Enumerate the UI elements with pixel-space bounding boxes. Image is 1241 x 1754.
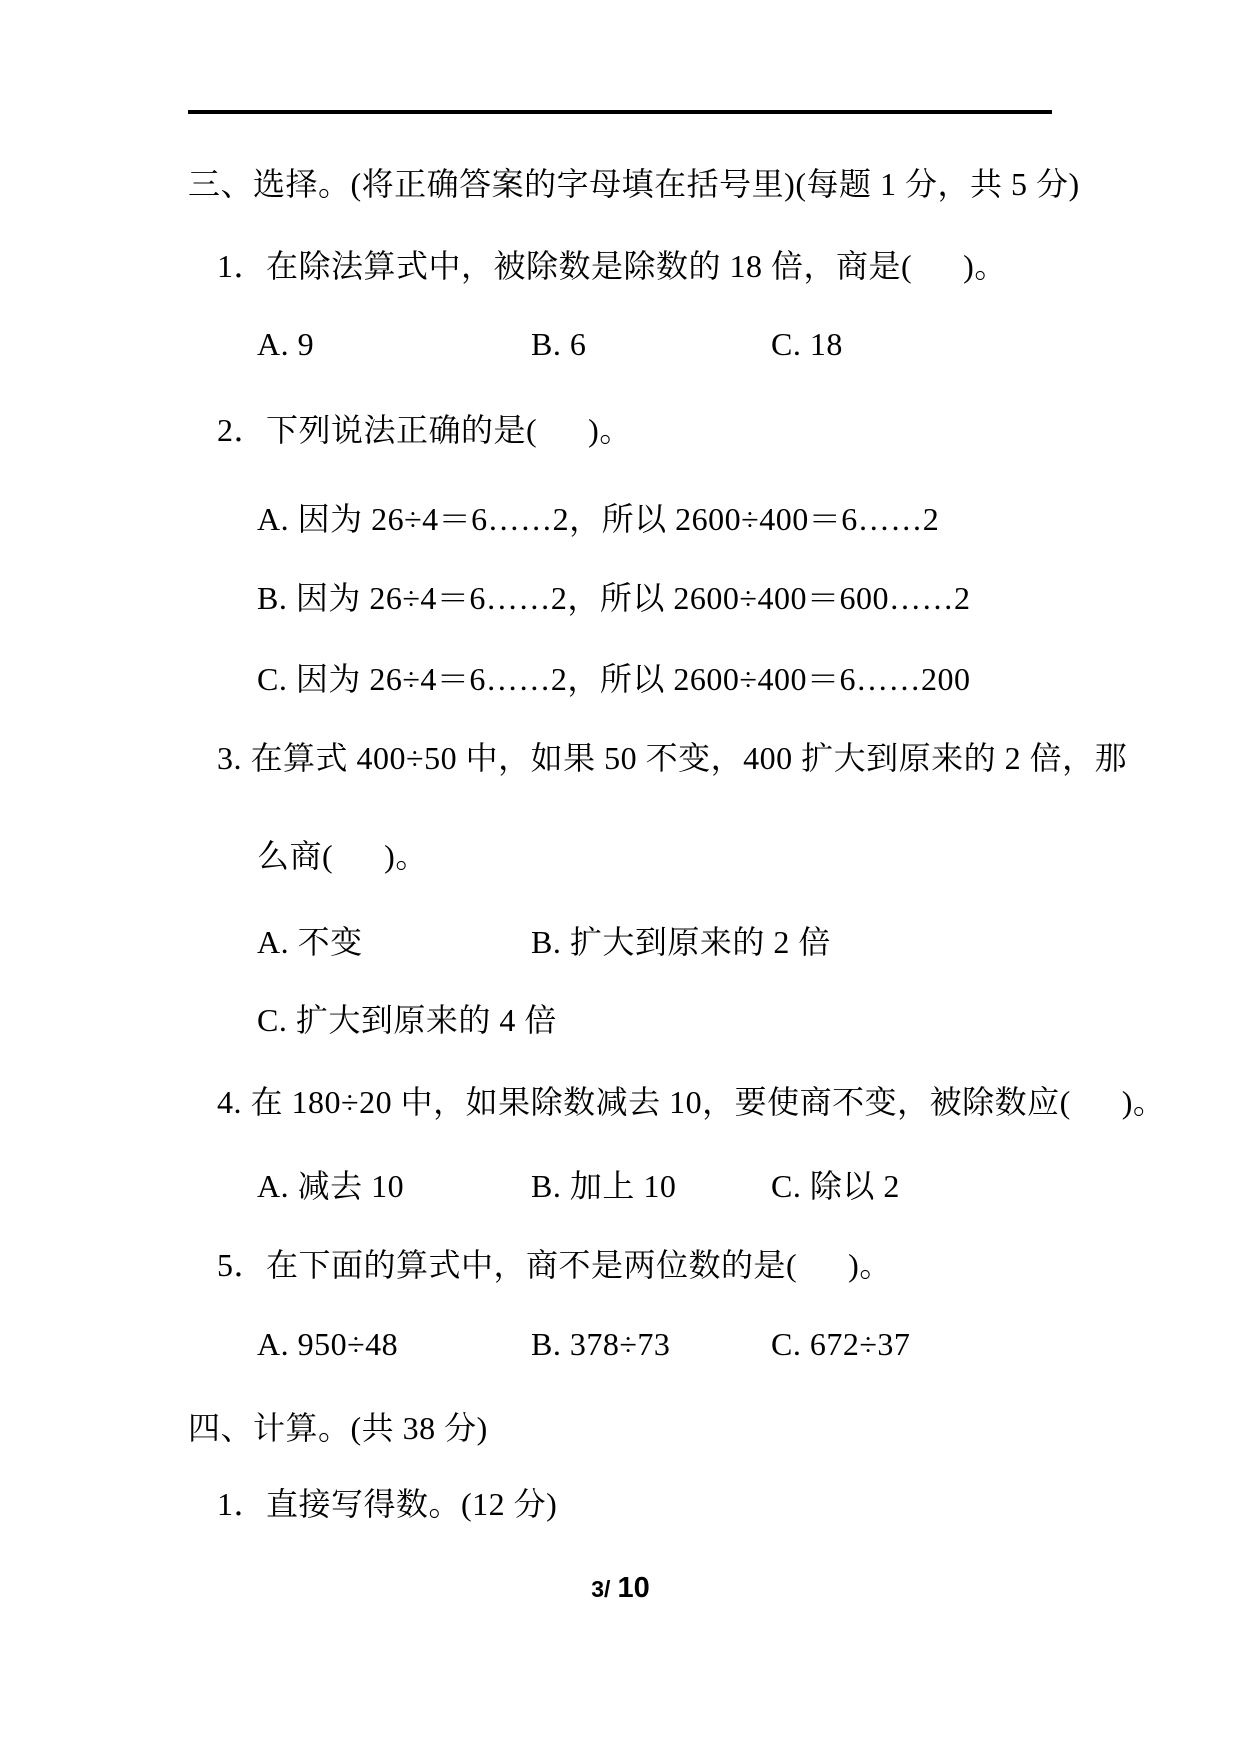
section-choice-heading: 三、选择。(将正确答案的字母填在括号里)(每题 1 分，共 5 分) (188, 166, 1080, 202)
question-3-option-a: A. 不变 (257, 924, 363, 960)
question-5-option-a: A. 950÷48 (257, 1326, 399, 1362)
question-4-option-a: A. 减去 10 (257, 1168, 405, 1204)
section-calc-heading: 四、计算。(共 38 分) (188, 1410, 488, 1446)
question-1-option-a: A. 9 (257, 326, 315, 362)
question-4-option-b: B. 加上 10 (531, 1168, 677, 1204)
question-4-option-c: C. 除以 2 (771, 1168, 900, 1204)
page-number-footer (0, 1572, 1241, 1605)
question-4-text: 4. 在 180÷20 中，如果除数减去 10，要使商不变，被除数应( )。 (217, 1084, 1166, 1120)
question-3-text-line1: 3. 在算式 400÷50 中，如果 50 不变，400 扩大到原来的 2 倍，那 (217, 740, 1128, 776)
question-5-option-b: B. 378÷73 (531, 1326, 671, 1362)
calc-item-1-text: 1．直接写得数。(12 分) (217, 1486, 558, 1522)
question-1-option-c: C. 18 (771, 326, 843, 362)
question-2-option-b: B. 因为 26÷4＝6……2，所以 2600÷400＝600……2 (257, 580, 971, 616)
header-divider (188, 110, 1052, 114)
question-3-option-c: C. 扩大到原来的 4 倍 (257, 1002, 557, 1038)
question-3-option-b: B. 扩大到原来的 2 倍 (531, 924, 831, 960)
question-3-text-line2: 么商( )。 (257, 838, 428, 874)
page-number-total: 10 (617, 1572, 650, 1604)
question-2-option-c: C. 因为 26÷4＝6……2，所以 2600÷400＝6……200 (257, 661, 971, 697)
question-2-option-a: A. 因为 26÷4＝6……2，所以 2600÷400＝6……2 (257, 501, 940, 537)
question-2-text: 2．下列说法正确的是( )。 (217, 412, 632, 448)
question-1-option-b: B. 6 (531, 326, 587, 362)
page-number-current: 3/ (591, 1576, 611, 1602)
question-1-text: 1．在除法算式中，被除数是除数的 18 倍，商是( )。 (217, 248, 1007, 284)
question-5-option-c: C. 672÷37 (771, 1326, 911, 1362)
question-5-text: 5．在下面的算式中，商不是两位数的是( )。 (217, 1247, 892, 1283)
